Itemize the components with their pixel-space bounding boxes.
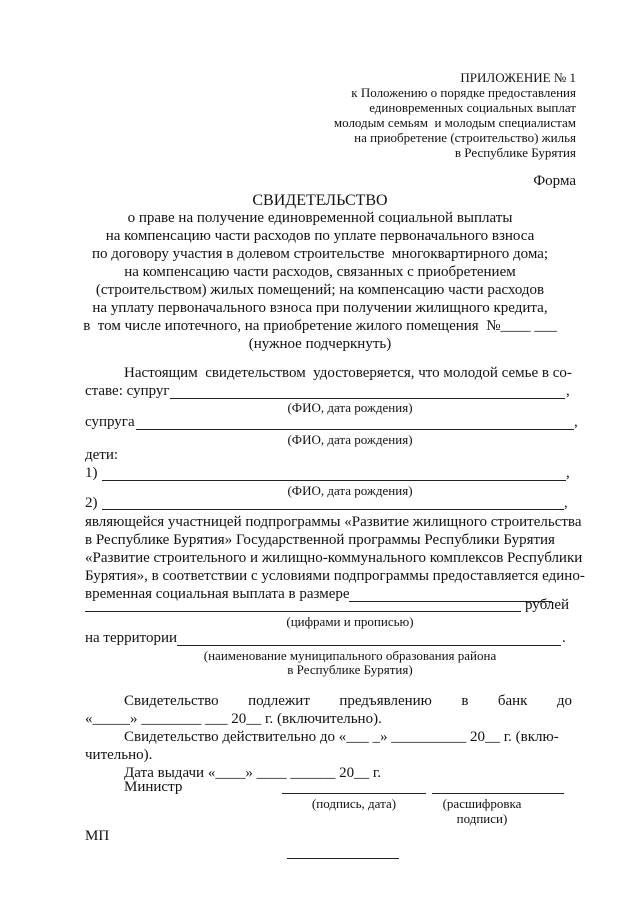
appendix-line: к Положению о порядке предоставления <box>351 85 576 100</box>
caption-amount: (цифрами и прописью) <box>286 614 414 629</box>
wife-comma: , <box>574 414 578 430</box>
child2-label: 2) <box>85 495 98 511</box>
amount-field[interactable] <box>349 601 552 602</box>
title-line: (строительством) жилых помещений; на компенсацию части расходов <box>95 282 545 298</box>
bank-word: в <box>461 693 469 709</box>
child2-field[interactable] <box>102 509 564 510</box>
title-line: о праве на получение единовременной социальной выплаты <box>127 210 513 226</box>
wife-label: супруга <box>85 414 135 430</box>
bank-word: банк <box>497 693 528 709</box>
caption-decode: подписи) <box>456 811 508 826</box>
child1-field[interactable] <box>102 480 566 481</box>
rubles-label: рублей <box>525 597 570 613</box>
bank-word: Свидетельство <box>124 693 219 709</box>
program-line: временная социальная выплата в размере <box>85 586 350 602</box>
appendix-line: на приобретение (строительство) жилья <box>354 130 576 145</box>
appendix-line: единовременных социальных выплат <box>369 100 576 115</box>
stamp-label: МП <box>85 828 110 844</box>
husband-comma: , <box>566 383 570 399</box>
appendix-title: ПРИЛОЖЕНИЕ № 1 <box>460 70 576 85</box>
child2-comma: , <box>564 495 568 511</box>
caption-fio: (ФИО, дата рождения) <box>287 432 413 447</box>
bank-presentation-line <box>124 694 572 709</box>
program-line: в Республике Бурятия» Государственной программы Республики Бурятия <box>85 532 555 548</box>
child1-comma: , <box>566 465 570 481</box>
caption-signature: (подпись, дата) <box>311 796 397 811</box>
valid-until-line: чительно). <box>85 747 153 763</box>
children-label: дети: <box>85 447 119 463</box>
program-line: Бурятия», в соответствии с условиями подпрограммы предоставляется едино- <box>85 568 585 584</box>
minister-label: Министр <box>124 779 183 795</box>
husband-label: ставе: супруг <box>85 383 170 399</box>
title-line: по договору участия в долевом строительстве многоквартирного дома; <box>91 246 549 262</box>
underline-hint: (нужное подчеркнуть) <box>248 336 392 352</box>
page-footer-divider <box>287 858 399 859</box>
bank-word: предъявлению <box>339 693 432 709</box>
caption-municipality: в Республике Бурятия) <box>287 662 413 677</box>
issue-date-line: Дата выдачи «____» ____ ______ 20__ г. <box>124 765 382 781</box>
title-line: на компенсацию части расходов, связанных с приобретением <box>124 264 516 280</box>
territory-label: на территории <box>85 630 178 646</box>
territory-field[interactable] <box>177 645 561 646</box>
bank-word: подлежит <box>248 693 310 709</box>
signature-decode-field[interactable] <box>432 793 564 794</box>
valid-until-line: Свидетельство действительно до «___ _» __________ 20__ г. (вклю- <box>124 729 559 745</box>
husband-field[interactable] <box>170 398 565 399</box>
territory-period: . <box>562 630 566 646</box>
signature-field[interactable] <box>282 793 426 794</box>
title-line: на уплату первоначального взноса при получении жилищного кредита, <box>92 300 548 316</box>
title-line: на компенсацию части расходов по уплате первоначального взноса <box>105 228 535 244</box>
caption-decode: (расшифровка <box>442 796 522 811</box>
wife-field[interactable] <box>136 429 574 430</box>
caption-fio: (ФИО, дата рождения) <box>287 483 413 498</box>
document-title: СВИДЕТЕЛЬСТВО <box>252 192 388 209</box>
program-line: являющейся участницей подпрограммы «Развитие жилищного строительства <box>85 514 582 530</box>
intro-line: Настоящим свидетельством удостоверяется, что молодой семье в со- <box>124 365 572 381</box>
child1-label: 1) <box>85 465 98 481</box>
form-label: Форма <box>533 173 576 189</box>
appendix-line: молодым семьям и молодым специалистам <box>333 115 576 130</box>
caption-fio: (ФИО, дата рождения) <box>287 400 413 415</box>
bank-date-line: «_____» ________ ___ 20__ г. (включительно). <box>85 711 382 727</box>
caption-municipality: (наименование муниципального образования района <box>203 648 497 663</box>
program-line: «Развитие строительного и жилищно-коммунального комплексов Республики <box>85 550 583 566</box>
amount-words-field[interactable] <box>85 611 521 612</box>
bank-word: до <box>556 693 572 709</box>
title-line: в том числе ипотечного, на приобретение жилого помещения №____ ___ <box>83 318 557 334</box>
appendix-line: в Республике Бурятия <box>454 145 576 160</box>
